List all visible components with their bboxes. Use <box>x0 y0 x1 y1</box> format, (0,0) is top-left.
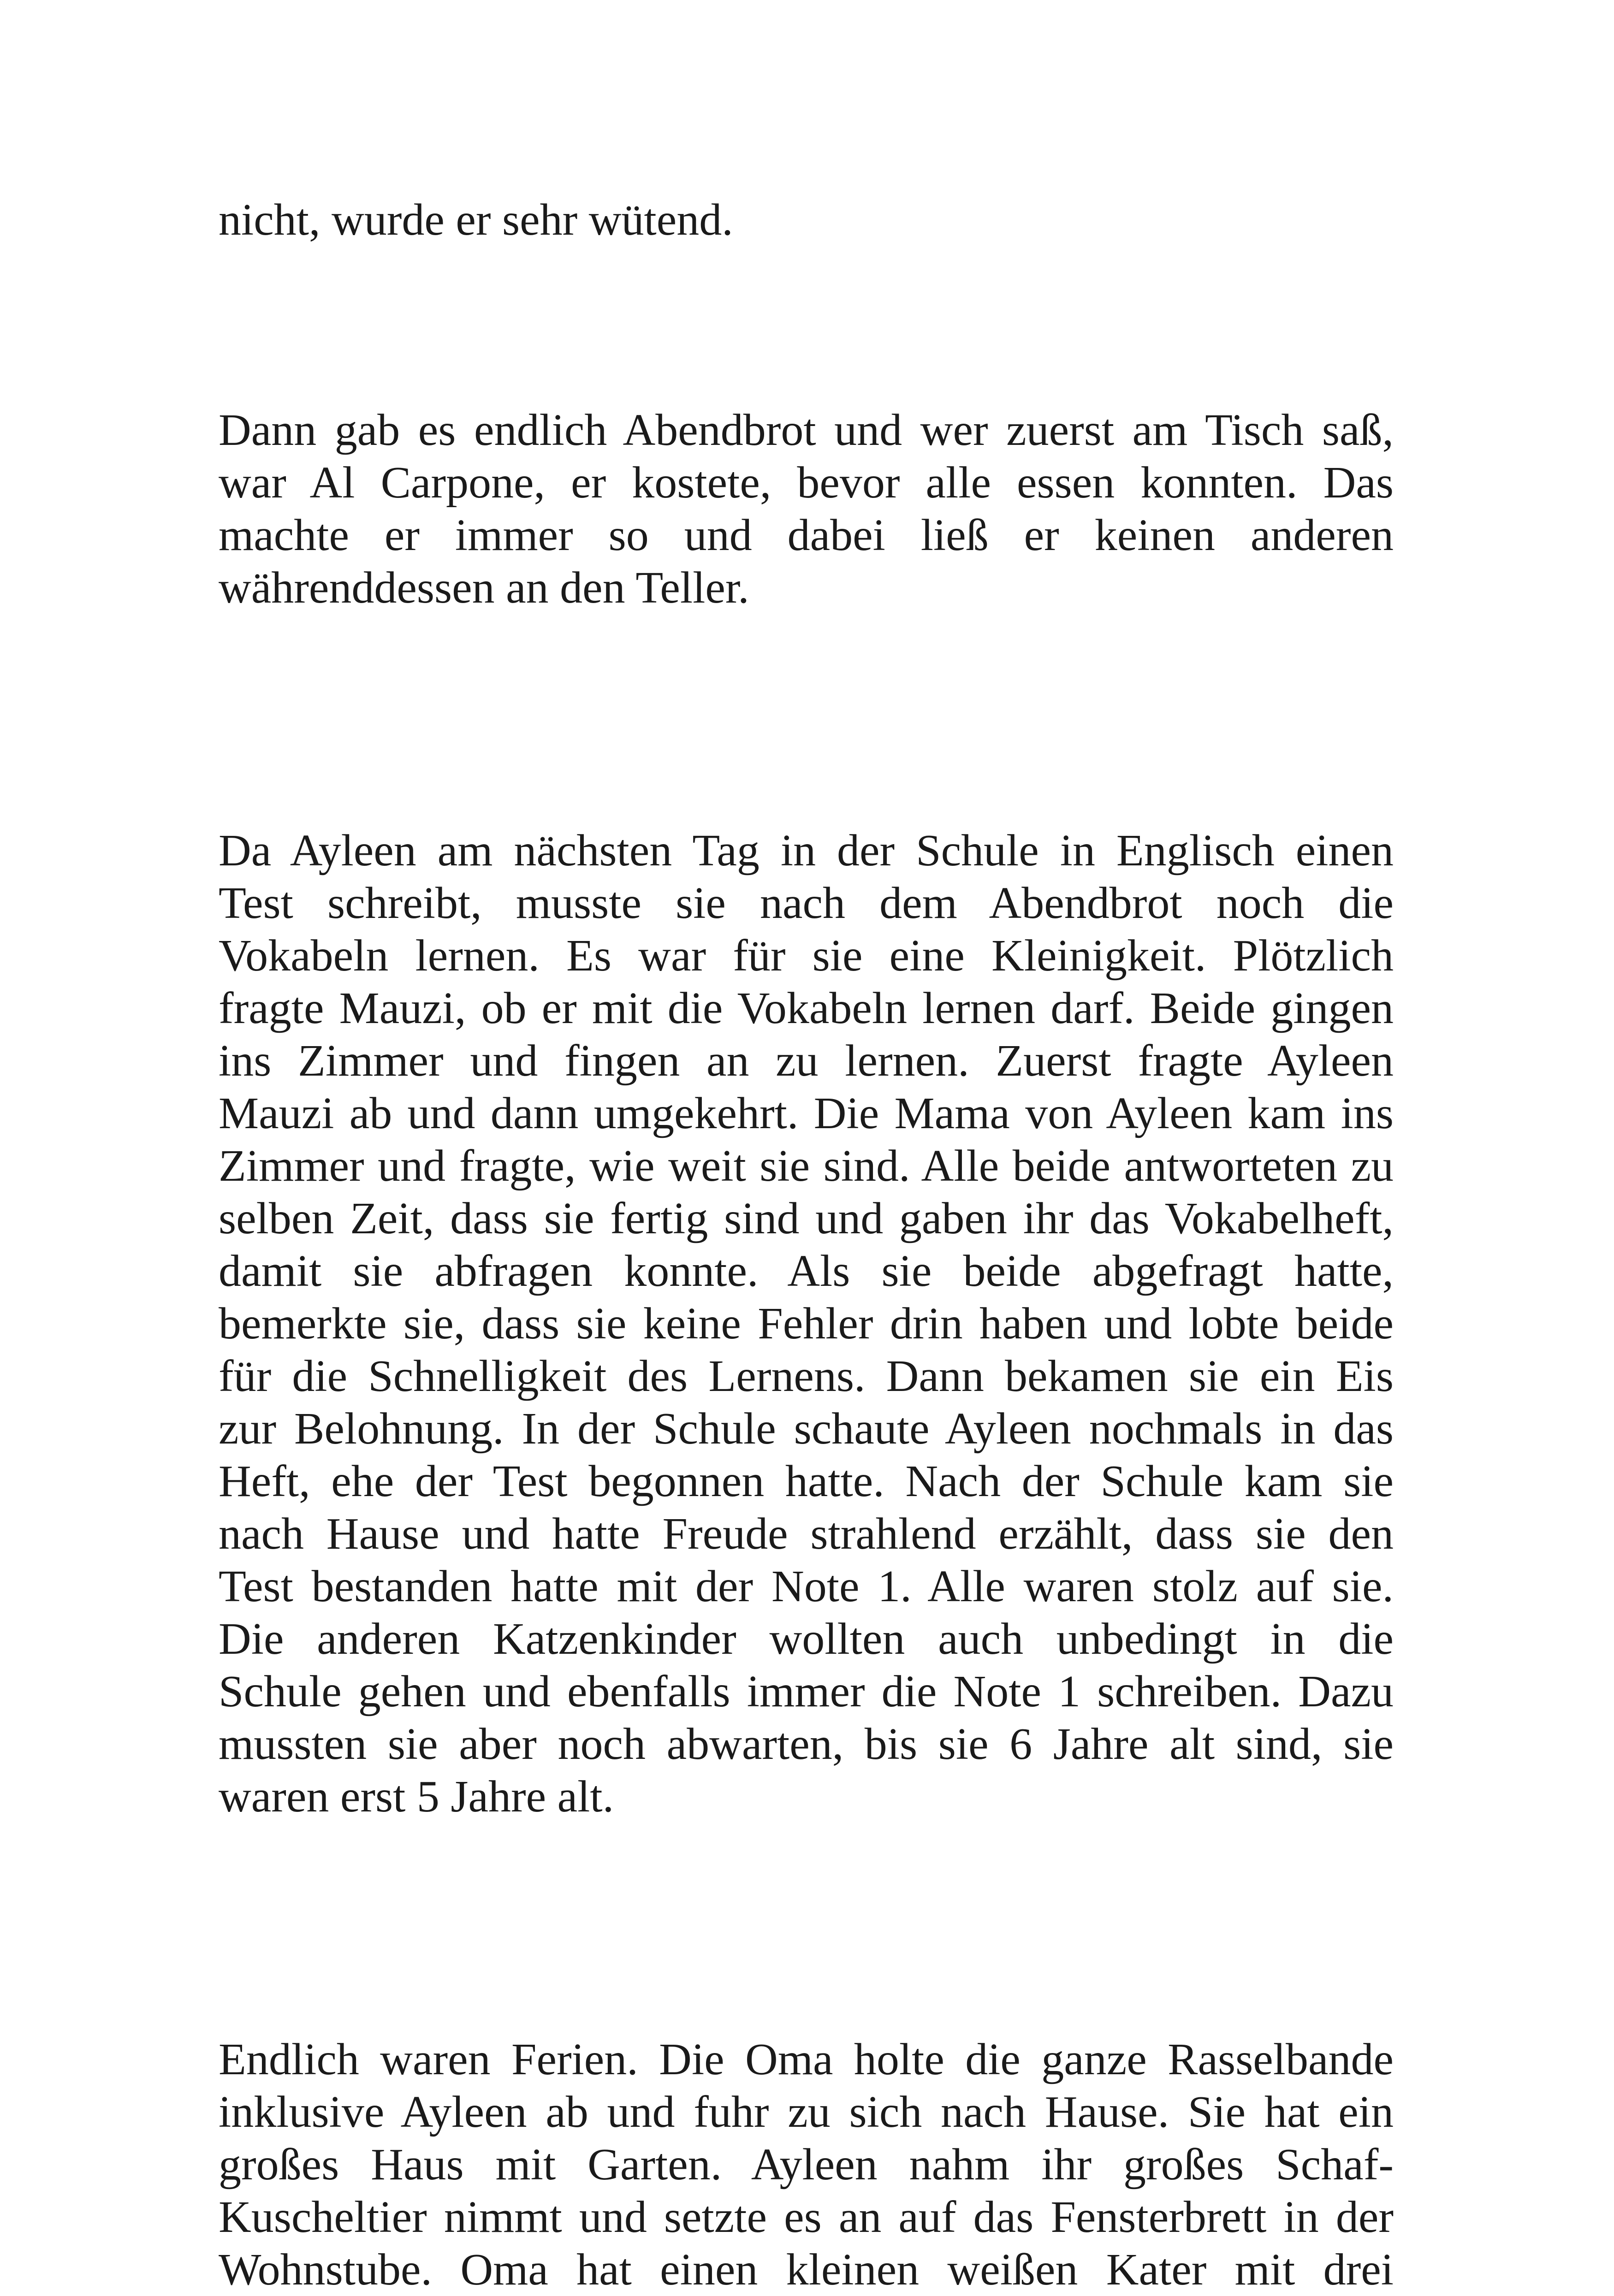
text-line: nicht, wurde er sehr wütend. <box>219 195 733 245</box>
text-line: Kuscheltier nimmt und setzte es an auf das Fensterbrett in der <box>219 2192 1394 2242</box>
paragraph-spacer <box>219 1823 1394 2033</box>
text-line: Test schreibt, musste sie nach dem Abendbrot noch die <box>219 878 1394 928</box>
text-line: großes Haus mit Garten. Ayleen nahm ihr großes Schaf- <box>219 2140 1394 2189</box>
text-line: mussten sie aber noch abwarten, bis sie 6 Jahre alt sind, sie <box>219 1719 1394 1769</box>
text-line: Mauzi ab und dann umgekehrt. Die Mama von Ayleen kam ins <box>219 1089 1394 1138</box>
text-line: Da Ayleen am nächsten Tag in der Schule in Englisch einen <box>219 826 1394 876</box>
paragraph-spacer <box>219 246 1394 404</box>
text-line: Endlich waren Ferien. Die Oma holte die ganze Rasselbande <box>219 2035 1394 2084</box>
paragraph-4 <box>219 2033 1394 2296</box>
text-line: fragte Mauzi, ob er mit die Vokabeln lernen darf. Beide gingen <box>219 983 1394 1033</box>
text-line: selben Zeit, dass sie fertig sind und gaben ihr das Vokabelheft, <box>219 1194 1394 1243</box>
paragraph-spacer <box>219 614 1394 824</box>
paragraph-3 <box>219 824 1394 1823</box>
text-line: Wohnstube. Oma hat einen kleinen weißen Kater mit drei <box>219 2245 1394 2295</box>
text-line: für die Schnelligkeit des Lernens. Dann bekamen sie ein Eis <box>219 1351 1394 1401</box>
text-line: ins Zimmer und fingen an zu lernen. Zuerst fragte Ayleen <box>219 1036 1394 1086</box>
text-line: Dann gab es endlich Abendbrot und wer zuerst am Tisch saß, <box>219 405 1394 455</box>
text-line: Zimmer und fragte, wie weit sie sind. Alle beide antworteten zu <box>219 1141 1394 1191</box>
text-line: Schule gehen und ebenfalls immer die Note 1 schreiben. Dazu <box>219 1667 1394 1716</box>
text-line: währenddessen an den Teller. <box>219 563 749 613</box>
text-column <box>219 194 1394 2296</box>
text-line: waren erst 5 Jahre alt. <box>219 1772 614 1822</box>
text-line: Test bestanden hatte mit der Note 1. Alle waren stolz auf sie. <box>219 1562 1394 1611</box>
text-line: damit sie abfragen konnte. Als sie beide abgefragt hatte, <box>219 1246 1394 1296</box>
text-line: nach Hause und hatte Freude strahlend erzählt, dass sie den <box>219 1509 1394 1559</box>
paragraph-2 <box>219 404 1394 614</box>
text-line: Heft, ehe der Test begonnen hatte. Nach der Schule kam sie <box>219 1456 1394 1506</box>
paragraph-1 <box>219 194 1394 246</box>
text-line: war Al Carpone, er kostete, bevor alle essen konnten. Das <box>219 458 1394 508</box>
text-line: machte er immer so und dabei ließ er keinen anderen <box>219 510 1394 560</box>
text-line: Die anderen Katzenkinder wollten auch unbedingt in die <box>219 1614 1394 1664</box>
text-line: Vokabeln lernen. Es war für sie eine Kleinigkeit. Plötzlich <box>219 931 1394 981</box>
text-line: bemerkte sie, dass sie keine Fehler drin haben und lobte beide <box>219 1299 1394 1349</box>
text-line: inklusive Ayleen ab und fuhr zu sich nach Hause. Sie hat ein <box>219 2087 1394 2137</box>
text-line: zur Belohnung. In der Schule schaute Ayleen nochmals in das <box>219 1404 1394 1454</box>
